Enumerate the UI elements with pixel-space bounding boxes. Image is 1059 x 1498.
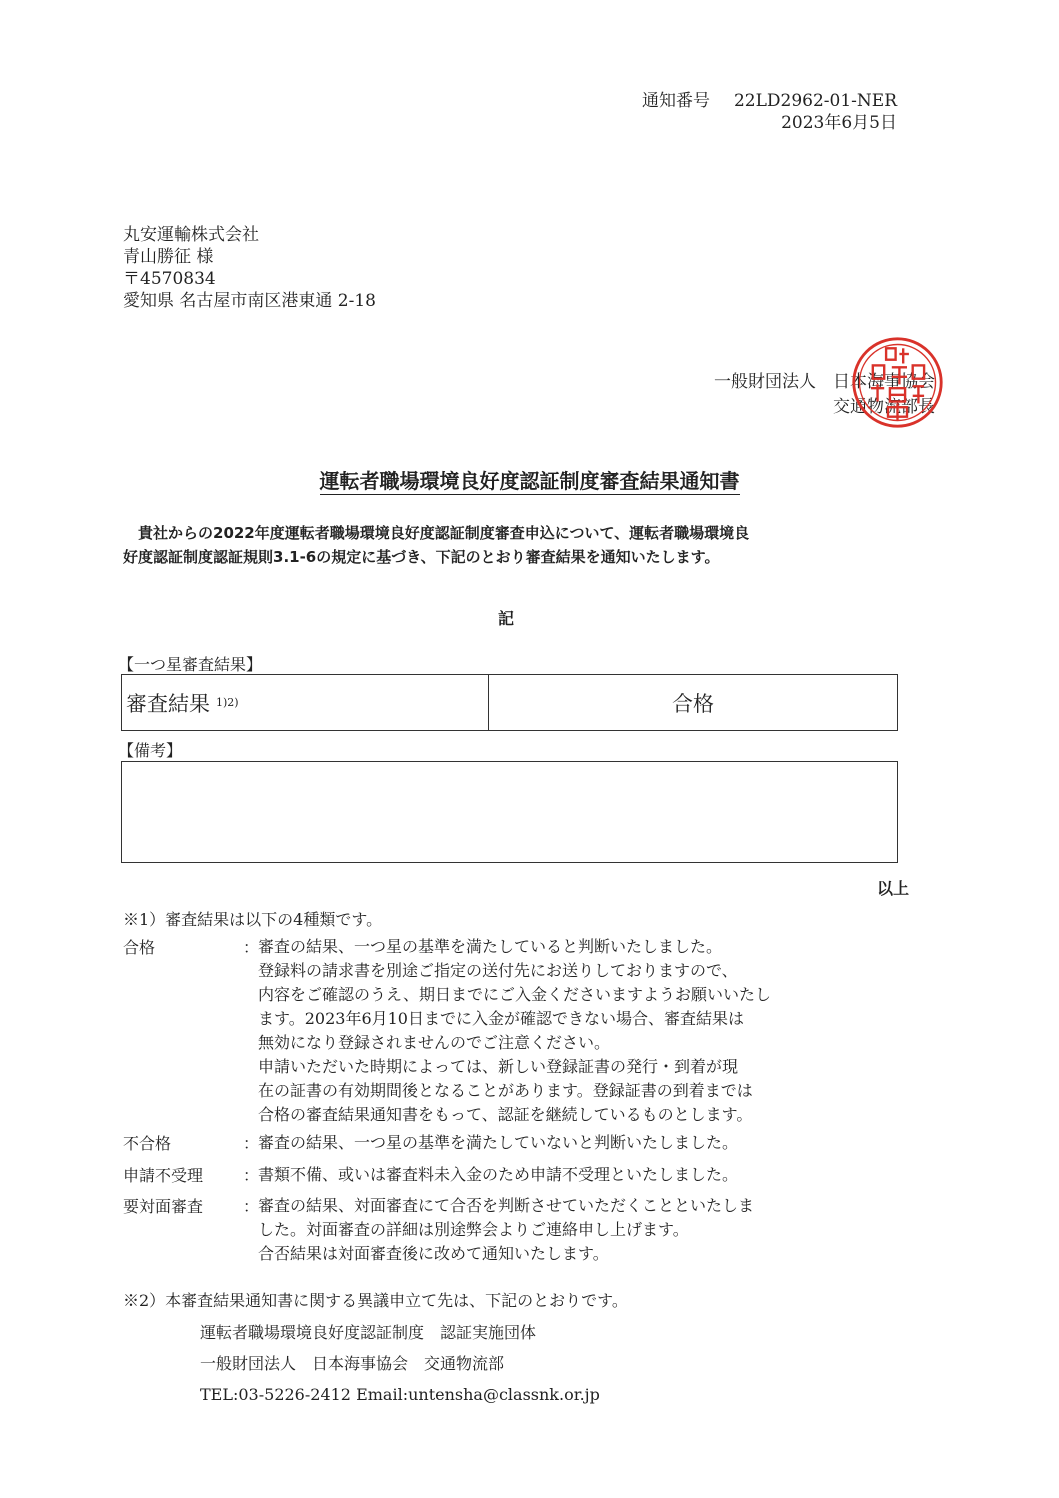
document-title: 運転者職場環境良好度認証制度審査結果通知書 — [319, 469, 740, 493]
note1-term-pass: 合格 — [123, 938, 156, 957]
desc-line: 審査の結果、対面審査にて合否を判断させていただくことといたしま — [258, 1196, 755, 1215]
desc-line: 無効になり登録されませんのでご注意ください。 — [258, 1033, 611, 1052]
note1-term-rejected: 申請不受理 — [123, 1166, 204, 1185]
result-row-value: 合格 — [672, 691, 714, 716]
desc-line: ます。2023年6月10日までに入金が確認できない場合、審査結果は — [258, 1009, 744, 1028]
desc-line: 申請いただいた時期によっては、新しい登録証書の発行・到着が現 — [258, 1057, 739, 1076]
end-mark: 以上 — [877, 879, 910, 898]
note1-heading: ※1）審査結果は以下の4種類です。 — [123, 910, 383, 929]
result-row-label: 審査結果 — [126, 691, 210, 716]
remarks-box — [121, 761, 898, 863]
addressee-postal: 〒4570834 — [123, 269, 216, 289]
contact-line-3: TEL:03-5226-2412 Email:untensha@classnk.or.jp — [200, 1385, 600, 1404]
note1-desc-interview — [258, 1194, 754, 1266]
desc-line: 合否結果は対面審査後に改めて通知いたします。 — [258, 1244, 609, 1263]
issue-date: 2023年6月5日 — [781, 113, 897, 133]
note1-term-interview: 要対面審査 — [123, 1197, 204, 1216]
desc-line: した。対面審査の詳細は別途弊会よりご連絡申し上げます。 — [258, 1220, 689, 1239]
notice-info — [600, 90, 897, 134]
result-row-label-cell — [122, 675, 489, 730]
addressee-person: 青山勝征 様 — [123, 247, 214, 267]
contact-line-2: 一般財団法人 日本海事協会 交通物流部 — [200, 1354, 505, 1373]
note1-term-fail: 不合格 — [123, 1134, 172, 1153]
notice-number-line — [600, 90, 897, 112]
sender-org: 一般財団法人 日本海事協会 — [714, 372, 935, 392]
addressee-company: 丸安運輸株式会社 — [123, 225, 259, 245]
desc-line: 書類不備、或いは審査料未入金のため申請不受理といたしました。 — [258, 1165, 739, 1184]
notice-number: 22LD2962-01-NER — [733, 91, 897, 111]
remarks-section-label: 【備考】 — [118, 741, 183, 760]
note2-heading: ※2）本審査結果通知書に関する異議申立て先は、下記のとおりです。 — [123, 1291, 628, 1310]
note1-desc-rejected — [258, 1163, 738, 1187]
note1-colon: ： — [243, 1166, 260, 1185]
intro-line-2: 好度認証制度認証規則3.1-6の規定に基づき、下記のとおり審査結果を通知いたします。 — [123, 548, 720, 566]
sender-dept: 交通物流部長 — [833, 397, 935, 417]
intro-paragraph — [123, 521, 913, 569]
desc-line: 審査の結果、一つ星の基準を満たしていないと判断いたしました。 — [258, 1133, 739, 1152]
note1-desc-fail — [258, 1131, 738, 1155]
notice-label: 通知番号 — [641, 91, 710, 111]
result-table — [121, 674, 898, 731]
result-row-note: 1)2) — [216, 696, 239, 709]
contact-line-1: 運転者職場環境良好度認証制度 認証実施団体 — [200, 1323, 537, 1342]
result-section-label: 【一つ星審査結果】 — [118, 655, 263, 674]
desc-line: 合格の審査結果通知書をもって、認証を継続しているものとします。 — [258, 1105, 753, 1124]
desc-line: 在の証書の有効期間後となることがあります。登録証書の到着までは — [258, 1081, 753, 1100]
contact-block — [200, 1317, 600, 1410]
note1-desc-pass — [258, 935, 771, 1127]
desc-line: 審査の結果、一つ星の基準を満たしていると判断いたしました。 — [258, 937, 723, 956]
ki-mark: 記 — [497, 609, 514, 628]
official-seal-icon — [850, 335, 945, 430]
addressee-address: 愛知県 名古屋市南区港東通 2-18 — [123, 291, 376, 311]
intro-line-1: 貴社からの2022年度運転者職場環境良好度認証制度審査申込について、運転者職場環境良 — [138, 524, 750, 542]
note1-colon: ： — [243, 1134, 260, 1153]
note1-colon: ： — [243, 1197, 260, 1216]
desc-line: 内容をご確認のうえ、期日までにご入金くださいますようお願いいたし — [258, 985, 771, 1004]
desc-line: 登録料の請求書を別途ご指定の送付先にお送りしておりますので、 — [258, 961, 738, 980]
note1-colon: ： — [243, 938, 260, 957]
addressee — [123, 224, 376, 312]
